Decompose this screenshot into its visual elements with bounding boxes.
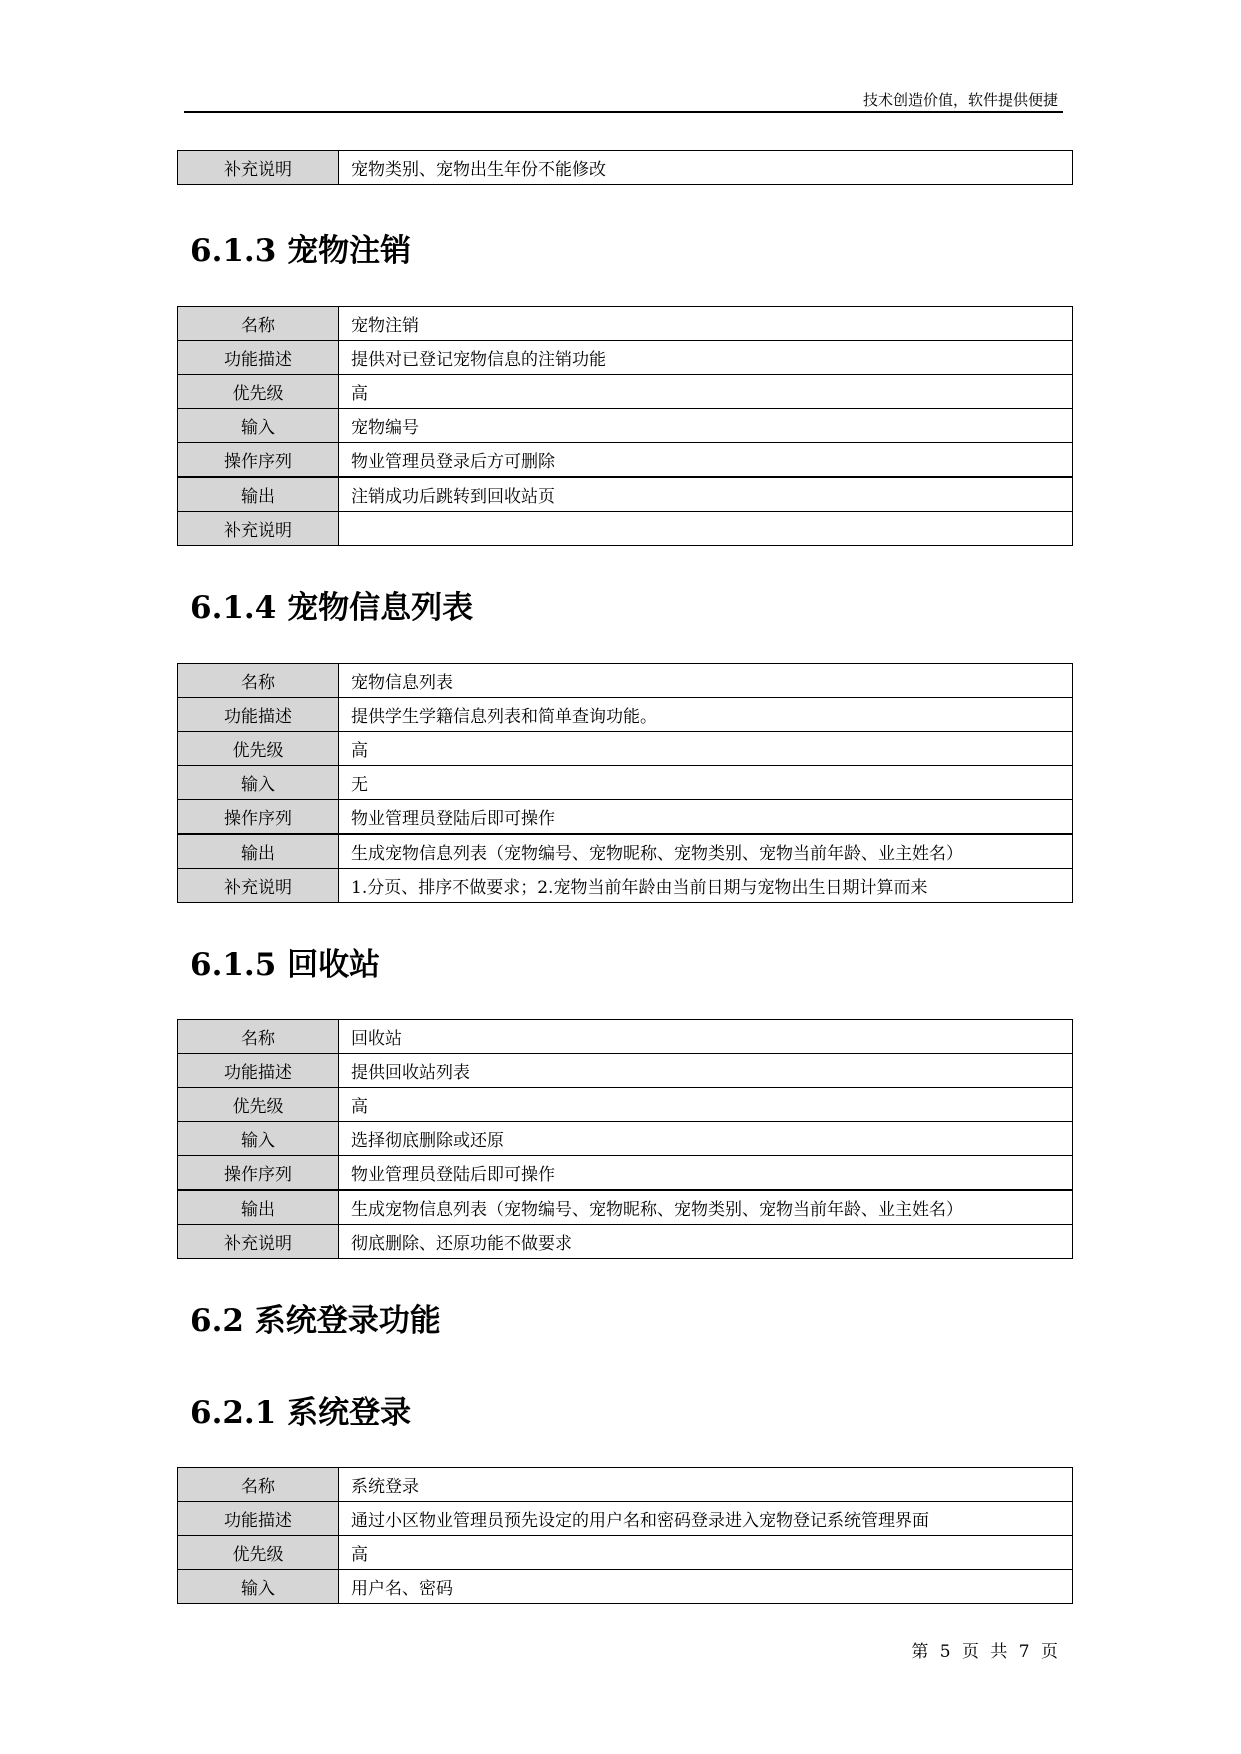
row-value: 宠物注销	[339, 307, 1073, 341]
row-value: 高	[339, 1536, 1073, 1570]
row-value: 生成宠物信息列表（宠物编号、宠物昵称、宠物类别、宠物当前年龄、业主姓名）	[339, 1190, 1073, 1225]
table-row	[178, 151, 1073, 185]
row-value: 物业管理员登陆后即可操作	[339, 1156, 1073, 1191]
row-label: 输出	[178, 477, 339, 512]
table-row	[178, 664, 1073, 698]
row-label: 名称	[178, 1468, 339, 1502]
table-row	[178, 1190, 1073, 1225]
table-row	[178, 1156, 1073, 1191]
row-label: 优先级	[178, 375, 339, 409]
spec-table-recycle-bin	[177, 1019, 1073, 1259]
table-row	[178, 375, 1073, 409]
row-label: 名称	[178, 307, 339, 341]
row-value: 注销成功后跳转到回收站页	[339, 477, 1073, 512]
section-heading-6-2-1: 6.2.1 系统登录	[190, 1395, 412, 1431]
row-value: 高	[339, 732, 1073, 766]
table-row	[178, 307, 1073, 341]
section-heading-6-1-3: 6.1.3 宠物注销	[190, 233, 412, 269]
table-row	[178, 732, 1073, 766]
row-label: 功能描述	[178, 341, 339, 375]
table-row	[178, 834, 1073, 869]
row-value: 高	[339, 375, 1073, 409]
page-number: 第 5 页 共 7 页	[911, 1642, 1058, 1662]
row-label: 输入	[178, 1570, 339, 1604]
table-row	[178, 512, 1073, 546]
table-row	[178, 409, 1073, 443]
section-heading-6-2: 6.2 系统登录功能	[190, 1303, 441, 1339]
row-label: 操作序列	[178, 443, 339, 478]
row-label: 输出	[178, 834, 339, 869]
table-row	[178, 1502, 1073, 1536]
table-row	[178, 1020, 1073, 1054]
spec-table-pet-deregister	[177, 306, 1073, 546]
table-row	[178, 1225, 1073, 1259]
row-label: 名称	[178, 664, 339, 698]
row-label: 补充说明	[178, 1225, 339, 1259]
row-label: 功能描述	[178, 698, 339, 732]
row-label: 名称	[178, 1020, 339, 1054]
row-label: 输出	[178, 1190, 339, 1225]
row-label: 输入	[178, 766, 339, 800]
row-value: 选择彻底删除或还原	[339, 1122, 1073, 1156]
row-value	[339, 512, 1073, 546]
spec-table-pet-info-list	[177, 663, 1073, 903]
table-row	[178, 800, 1073, 835]
row-label: 功能描述	[178, 1054, 339, 1088]
table-row	[178, 698, 1073, 732]
row-value: 1.分页、排序不做要求；2.宠物当前年龄由当前日期与宠物出生日期计算而来	[339, 869, 1073, 903]
row-label: 操作序列	[178, 800, 339, 835]
table-row	[178, 443, 1073, 478]
row-value: 提供回收站列表	[339, 1054, 1073, 1088]
row-value: 宠物信息列表	[339, 664, 1073, 698]
row-label: 补充说明	[178, 151, 339, 185]
spec-table-system-login	[177, 1467, 1073, 1604]
row-label: 优先级	[178, 1536, 339, 1570]
row-label: 输入	[178, 1122, 339, 1156]
table-row	[178, 1468, 1073, 1502]
row-value: 无	[339, 766, 1073, 800]
row-label: 补充说明	[178, 869, 339, 903]
header-tagline: 技术创造价值，软件提供便捷	[862, 91, 1058, 109]
row-label: 输入	[178, 409, 339, 443]
table-row	[178, 477, 1073, 512]
spec-table-pet-edit-note	[177, 150, 1073, 185]
row-value: 物业管理员登陆后即可操作	[339, 800, 1073, 835]
header-divider	[184, 111, 1063, 113]
table-row	[178, 341, 1073, 375]
row-value: 用户名、密码	[339, 1570, 1073, 1604]
table-row	[178, 1536, 1073, 1570]
table-row	[178, 1054, 1073, 1088]
table-row	[178, 1570, 1073, 1604]
row-value: 提供对已登记宠物信息的注销功能	[339, 341, 1073, 375]
row-label: 优先级	[178, 1088, 339, 1122]
section-heading-6-1-5: 6.1.5 回收站	[190, 947, 381, 983]
row-value: 物业管理员登录后方可删除	[339, 443, 1073, 478]
row-label: 优先级	[178, 732, 339, 766]
table-row	[178, 766, 1073, 800]
row-value: 高	[339, 1088, 1073, 1122]
table-row	[178, 1088, 1073, 1122]
row-label: 功能描述	[178, 1502, 339, 1536]
section-heading-6-1-4: 6.1.4 宠物信息列表	[190, 590, 474, 626]
row-value: 宠物类别、宠物出生年份不能修改	[339, 151, 1073, 185]
row-value: 彻底删除、还原功能不做要求	[339, 1225, 1073, 1259]
row-value: 宠物编号	[339, 409, 1073, 443]
row-value: 系统登录	[339, 1468, 1073, 1502]
row-value: 提供学生学籍信息列表和简单查询功能。	[339, 698, 1073, 732]
row-value: 生成宠物信息列表（宠物编号、宠物昵称、宠物类别、宠物当前年龄、业主姓名）	[339, 834, 1073, 869]
row-label: 操作序列	[178, 1156, 339, 1191]
row-value: 通过小区物业管理员预先设定的用户名和密码登录进入宠物登记系统管理界面	[339, 1502, 1073, 1536]
row-label: 补充说明	[178, 512, 339, 546]
row-value: 回收站	[339, 1020, 1073, 1054]
table-row	[178, 869, 1073, 903]
table-row	[178, 1122, 1073, 1156]
